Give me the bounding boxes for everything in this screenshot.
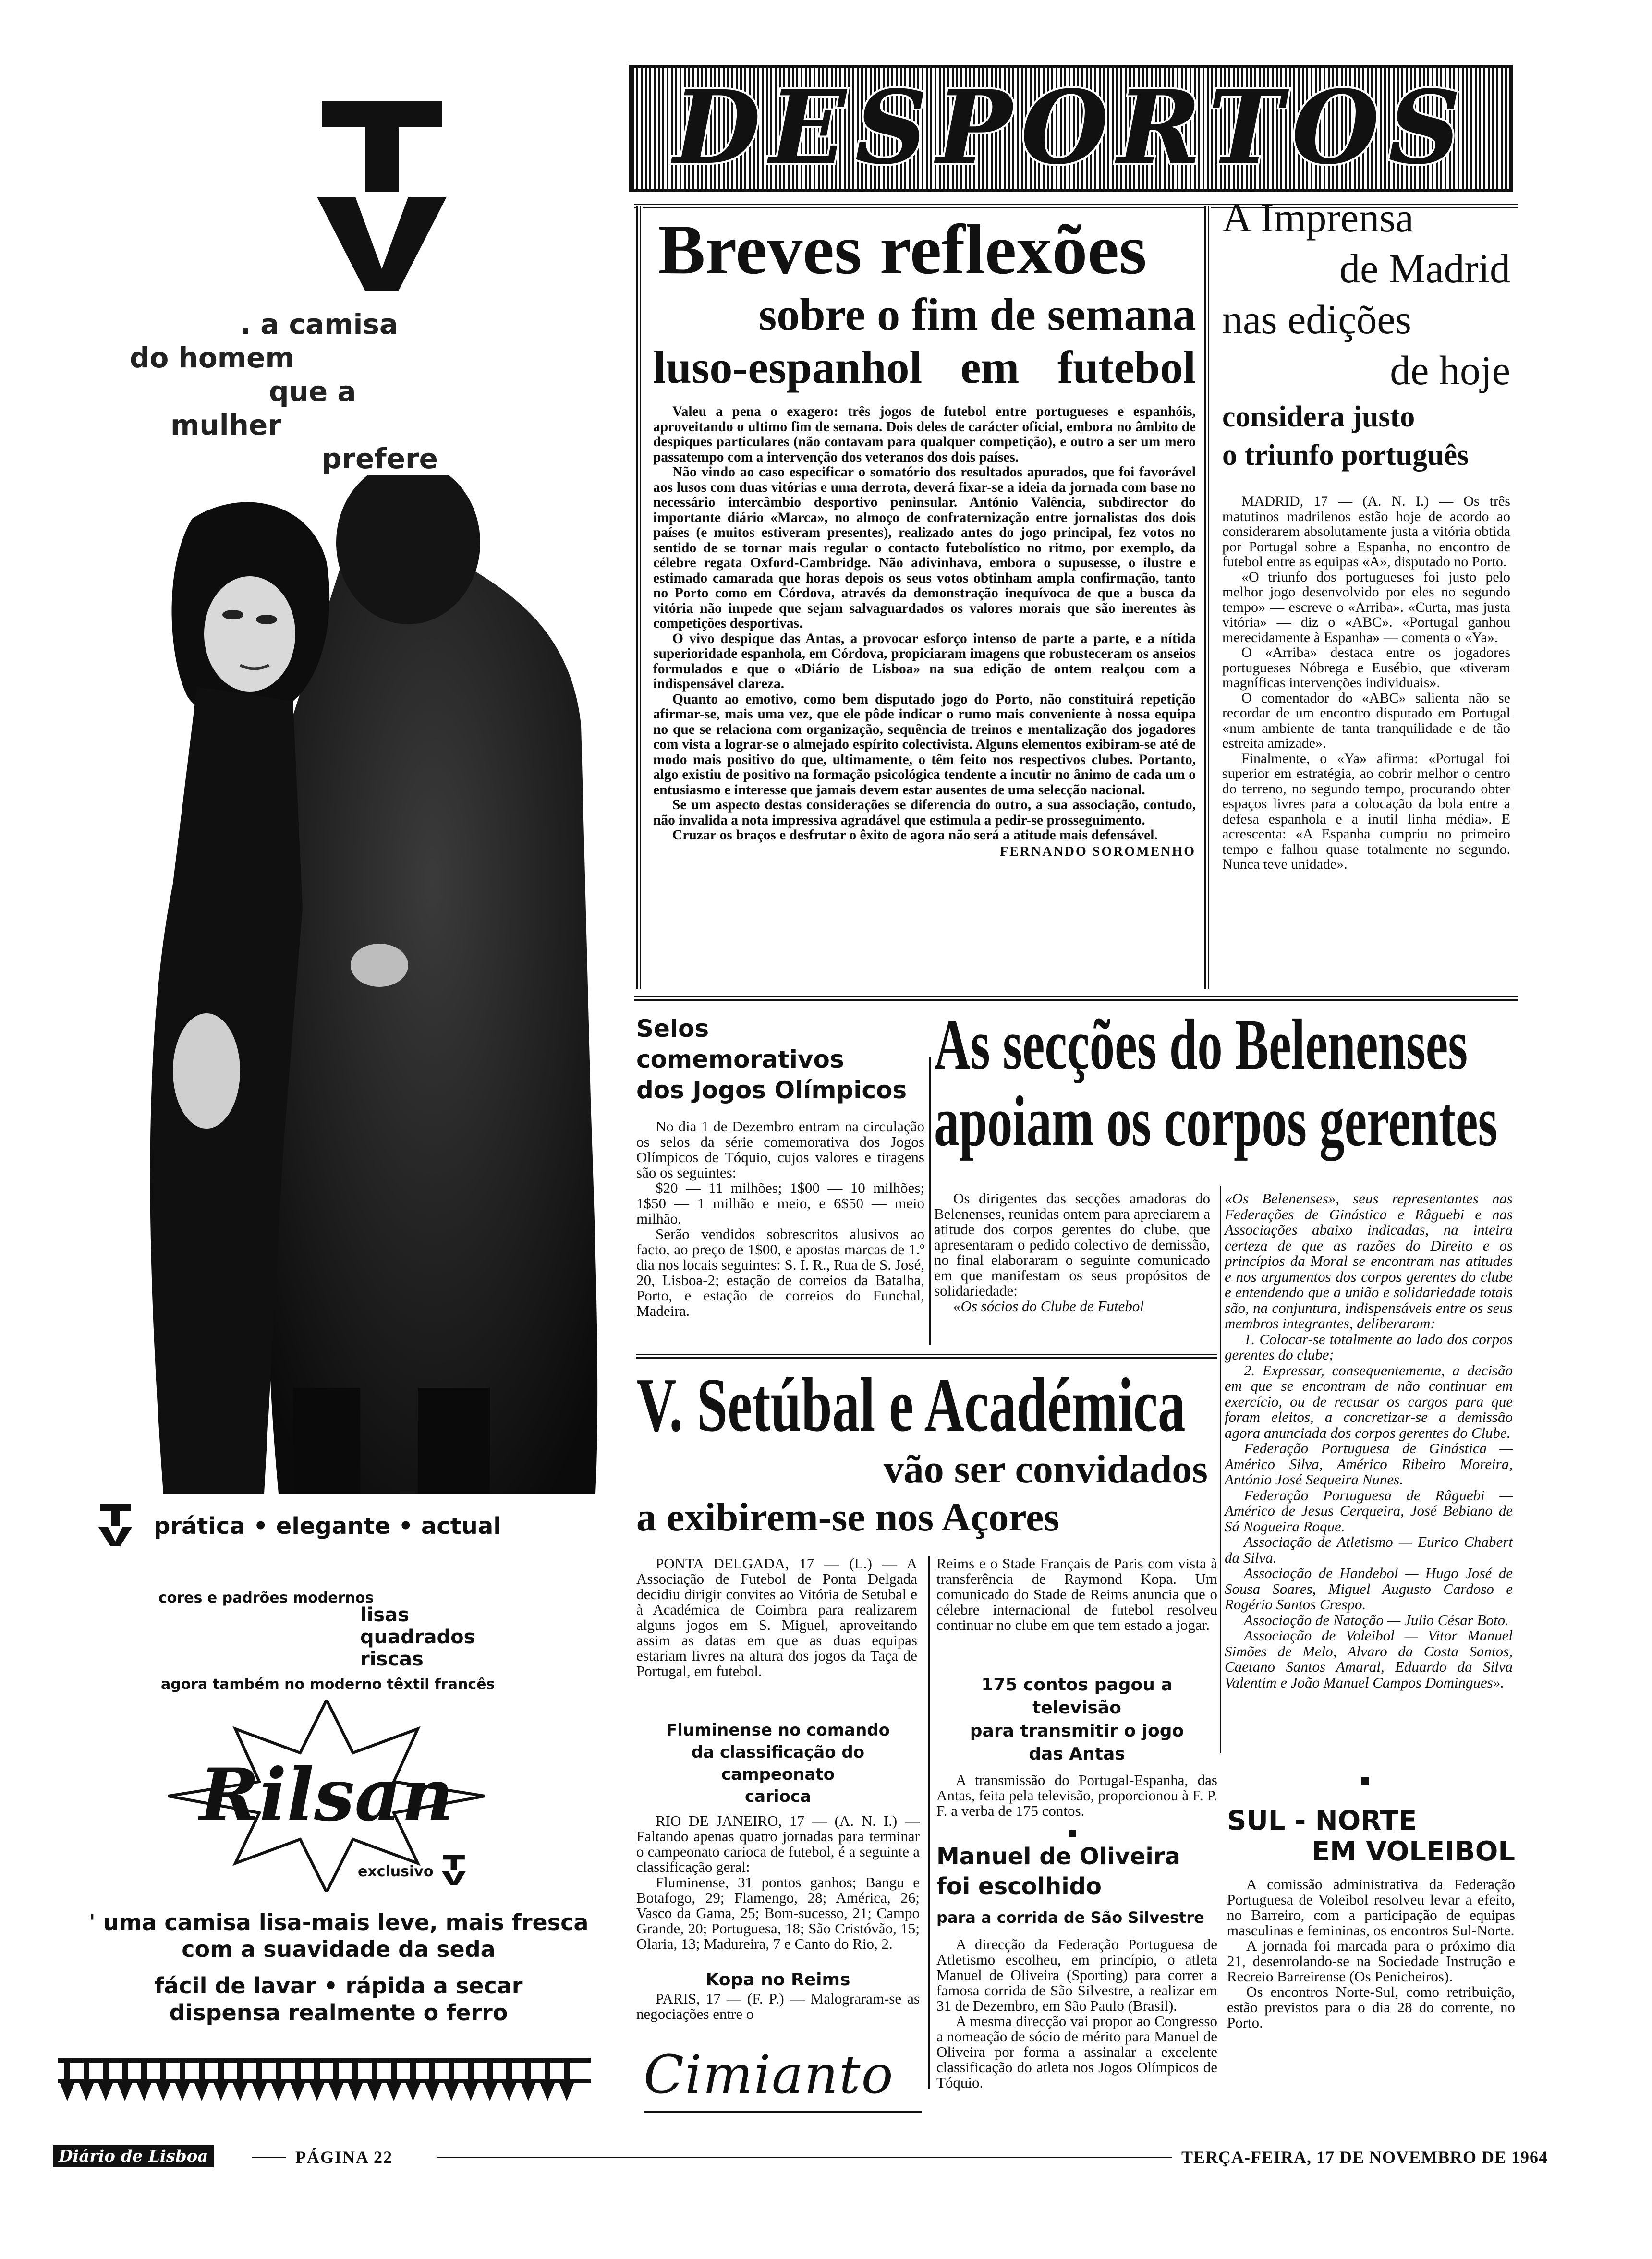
article5-subtitle-2: a exibirem-se nos Açores bbox=[636, 1495, 1060, 1540]
article10-paragraph: A jornada foi marcada para o próximo dia 21, desenrolando-se na Sociedade Instrução e Recreio Barreirense (Os Penicheiros). bbox=[1227, 1937, 1515, 1985]
footer-page: PÁGINA 22 bbox=[295, 2148, 393, 2167]
ad-patterns bbox=[360, 1604, 475, 1670]
tagline-line-1: . a camisa bbox=[240, 308, 399, 340]
article10-title-1: SUL - NORTE bbox=[1227, 1805, 1417, 1836]
article1-right-border bbox=[1204, 206, 1211, 989]
article10-paragraph: Os encontros Norte-Sul, como retribuição, estão previstos para o dia 28 do corrente, no Porto. bbox=[1227, 1983, 1515, 2031]
article4-paragraph: Associação de Natação — Julio César Boto. bbox=[1244, 1611, 1509, 1628]
article4-paragraph: 2. Expressar, consequentemente, a decisão em que se encontram de não continuar em exercício, ou de recusar os cargos para que foram eleitos, a concretizar-se a demissão agora anunciada dos corpos gerentes do Clube. bbox=[1225, 1361, 1513, 1441]
article2-title-line: nas edições bbox=[1222, 296, 1412, 342]
tv-logo bbox=[317, 96, 447, 293]
pattern-quadrados: quadrados bbox=[360, 1626, 475, 1648]
article4-paragraph: 1. Colocar-se totalmente ao lado dos corpos gerentes do clube; bbox=[1225, 1330, 1513, 1363]
section-banner bbox=[629, 65, 1513, 192]
article6-title-line: da classificação do campeonato bbox=[691, 1743, 865, 1784]
column-divider bbox=[928, 1556, 930, 2089]
article9-title-line: foi escolhido bbox=[936, 1873, 1102, 1900]
ad-tagline bbox=[110, 307, 437, 475]
article2-title-line: de Madrid bbox=[1339, 245, 1510, 291]
article4-title-2: apoiam os corpos gerentes bbox=[934, 1081, 1498, 1161]
article3-title-line: Selos comemorativos bbox=[636, 1015, 844, 1073]
tagline-line-3: que a bbox=[269, 375, 356, 408]
article-sul-norte-voleibol bbox=[1227, 1806, 1515, 2113]
article5-col1 bbox=[636, 1556, 917, 1679]
article5-subtitle-1: vão ser convidados bbox=[883, 1447, 1208, 1492]
article3-paragraph: No dia 1 de Dezembro entram na circulação os selos da série comemorativa dos Jogos Olímpicos de Tóquio, cujos valores e tiragens são os seguintes: bbox=[636, 1118, 924, 1181]
column-divider bbox=[929, 1057, 931, 1345]
footer bbox=[53, 2144, 1548, 2173]
article1-paragraph: Quanto ao emotivo, como bem disputado jogo do Porto, não constituirá repetição afirmar-se, mais uma vez, que ele pôde indicar o rumo mais conveniente à nossa equipa no que se relaciona com organização, sequência de treinos e mentalização dos jogadores com vista a lograr-se o almejado espírito colectivista. Alguns elementos exibiram-se até de modo mais positivo do que, ultimamente, o têm feito nos respectivos clubes. Portanto, algo existiu de positivo na formação psicológica tendente a incutir no ânimo de cada um o entusiasmo e interesse que jamais devem estar ausentes de uma selecção nacional. bbox=[653, 691, 1196, 798]
article2-title-line: de hoje bbox=[1390, 347, 1510, 393]
shirt-advertisement bbox=[0, 0, 620, 2142]
article2-paragraph: «O triunfo dos portugueses foi justo pelo melhor jogo desenvolvido por eles no segundo tempo» — escreve o «Arriba». «Curta, mas justa vitória» — diz o «ABC». «Portugal ganhou merecidamente à Espanha» — comenta o «Ya». bbox=[1222, 569, 1510, 645]
separator-square bbox=[1069, 1830, 1076, 1837]
article4-paragraph: Federação Portuguesa de Râguebi — Américo de Jesus Cerqueira, José Bebiano de Sá Nogueira Roque. bbox=[1225, 1486, 1513, 1535]
article2-paragraph: O «Arriba» destaca entre os jogadores portugueses Nóbrega e Eusébio, que «tiveram magníficas intervenções individuais». bbox=[1222, 644, 1510, 691]
ad-exclusive: exclusivo bbox=[358, 1863, 434, 1880]
tv-small-icon bbox=[98, 1503, 132, 1546]
article9-paragraph: A direcção da Federação Portuguesa de Atletismo escolheu, em princípio, o atleta Manuel de Oliveira (Sporting) para correr a famosa corrida de São Silvestre, a realizar em 31 de Dezembro, em São Paulo (Brasil). bbox=[936, 1936, 1217, 2014]
article1-title: Breves reflexões bbox=[658, 210, 1147, 289]
article4-paragraph: Federação Portuguesa de Ginástica — Américo Silva, Américo Ribeiro Moreira, António José Sequeira Nunes. bbox=[1225, 1440, 1513, 1488]
ad-textile-note: agora também no moderno têxtil francês bbox=[161, 1676, 495, 1693]
footer-date: TERÇA-FEIRA, 17 DE NOVEMBRO DE 1964 bbox=[1181, 2148, 1548, 2167]
article4-paragraph: Associação de Atletismo — Eurico Chabert da Silva. bbox=[1225, 1533, 1513, 1566]
tv-exclusive-icon bbox=[442, 1854, 466, 1885]
article6-title bbox=[636, 1719, 920, 1808]
claim-2: com a suavidade da seda bbox=[182, 1936, 496, 1962]
footer-dash bbox=[252, 2157, 286, 2158]
claim-4: dispensa realmente o ferro bbox=[169, 2000, 508, 2026]
article3-body bbox=[636, 1119, 924, 1319]
ad-colors-intro: cores e padrões modernos bbox=[158, 1590, 374, 1606]
article3-title-line: dos Jogos Olímpicos bbox=[636, 1076, 907, 1104]
article6-paragraph: Fluminense, 31 pontos ganhos; Bangu e Botafogo, 29; Flamengo, 28; América, 26; Vasco da Gama, 25; Bom-sucesso, 21; Campo Grande, 20; Portuguesa, 18; São Cristóvão, 15; Olaria, 13; Madureira, 7 e Canto do Rio, 2. bbox=[636, 1874, 920, 1952]
article7-title: Kopa no Reims bbox=[705, 1970, 850, 1990]
cimianto-advertisement bbox=[644, 2043, 922, 2113]
article1-paragraph: Não vindo ao caso especificar o somatório dos resultados apurados, que foi favorável aos lusos com duas vitórias e uma derrota, deverá fixar-se a ideia da jornada com base no necessário intercâmbio desportivo peninsular. António Valência, subdirector do importante diário «Marca», no almoço de confraternização entre jornalistas dos dois países (e muitos estiveram presentes), realizado antes do jogo principal, fez votos no sentido de se tornar mais regular o contacto futebolístico no ritmo, por exemplo, da célebre regata Oxford-Cambridge. Não adivinhava, embora o supusesse, o ilustre e estimado camarada que horas depois os seus votos obtinham ampla confirmação, tanto no Porto como em Córdova, através da demonstração inequívoca de que a busca da vitória não impede que sejam salvaguardados os valores morais que são inerentes às competições desportivas. bbox=[653, 464, 1196, 631]
tagline-line-2: do homem bbox=[130, 341, 294, 374]
article5-paragraph: Reims e o Stade Français de Paris com vista à transferência de Raymond Kopa. Um comunicado do Stade de Reims anuncia que o célebre internacional de futebol resolveu continuar no clube em que tem estado a jogar. bbox=[936, 1555, 1217, 1633]
article6-paragraph: RIO DE JANEIRO, 17 — (A. N. I.) — Faltando apenas quatro jornadas para terminar o campeonato carioca de futebol, é a seguinte a classificação geral: bbox=[636, 1812, 920, 1875]
ad-claims bbox=[86, 1909, 591, 2026]
tv-border-row bbox=[58, 2055, 591, 2103]
article-breves-reflexoes bbox=[653, 211, 1196, 989]
article3-paragraph: $20 — 11 milhões; 1$00 — 10 milhões; 1$50 — 1 milhão e meio, e 6$50 — meio milhão. bbox=[636, 1179, 924, 1227]
article4-paragraph: «Os sócios do Clube de Futebol bbox=[953, 1298, 1144, 1314]
article9-body bbox=[936, 1937, 1217, 2090]
article2-paragraph: Finalmente, o «Ya» afirma: «Portugal foi superior em estratégia, ao cobrir melhor o centro do terreno, no segundo tempo, procurando obter espaços livres para a colocação da bola entre a defesa espanhola e a inutil linha média». E acrescenta: «A Espanha cumpriu no primeiro tempo e falhou quase totalmente no segundo. Nunca teve unidade». bbox=[1222, 750, 1510, 872]
article9-subtitle: para a corrida de São Silvestre bbox=[936, 1908, 1204, 1927]
article2-body bbox=[1222, 494, 1510, 872]
article5-paragraph: PONTA DELGADA, 17 — (L.) — A Associação de Futebol de Ponta Delgada decidiu dirigir convites ao Vitória de Setubal e à Académica de Coimbra para realizarem alguns jogos em S. Miguel, aproveitando assim as datas em que as duas equipas estariam livres na altura dos jogos da Taça de Portugal, em futebol. bbox=[636, 1555, 917, 1679]
claim-1: ' uma camisa lisa-mais leve, mais fresca bbox=[88, 1909, 589, 1935]
article6-title-line: carioca bbox=[745, 1787, 811, 1806]
article4-title-1: As secções do Belenenses bbox=[934, 1005, 1468, 1084]
section-title: DESPORTOS bbox=[673, 68, 1470, 187]
article6-title-line: Fluminense no comando bbox=[666, 1721, 890, 1740]
article7-text: PARIS, 17 — (F. P.) — Malograram-se as negociações entre o bbox=[636, 1990, 920, 2022]
article3-title bbox=[636, 1013, 924, 1105]
article2-paragraph: O comentador do «ABC» salienta não se recordar de um encontro disputado em Portugal «num ambiente de tanta tranquilidade e de tão estreita amizade». bbox=[1222, 690, 1510, 751]
article9-title bbox=[936, 1842, 1217, 1901]
article9-paragraph: A mesma direcção vai propor ao Congresso a nomeação de sócio de mérito para Manuel de Oliveira por forma a assinalar a excelente classificação do atleta nos Jogos Olímpicos de Tóquio. bbox=[936, 2013, 1217, 2091]
article2-title bbox=[1222, 192, 1510, 396]
article10-paragraph: A comissão administrativa da Federação Portuguesa de Voleibol resolveu levar a efeito, no Barreiro, com a participação de equipas masculinas e femininas, os encontros Sul-Norte. bbox=[1227, 1876, 1515, 1939]
article1-author: FERNANDO SOROMENHO bbox=[1000, 844, 1196, 859]
footer-masthead: Diário de Lisboa bbox=[53, 2145, 214, 2167]
tagline-line-4: mulher bbox=[170, 409, 281, 441]
article4-paragraph: Os dirigentes das secções amadoras do Belenenses, reunidas ontem para apreciarem a atitude dos corpos gerentes do clube, que apresentaram o pedido colectivo de demissão, no final elaboraram o seguinte comunicado em que manifestam os seus propósitos de solidariedade: bbox=[934, 1190, 1210, 1299]
article1-subtitle-2: luso-espanhol em futebol bbox=[653, 341, 1196, 393]
article4-col2 bbox=[1225, 1191, 1513, 1690]
article-kopa-reims bbox=[636, 1969, 920, 2027]
article1-bottom-border bbox=[634, 994, 1518, 1001]
article1-paragraph: O vivo despique das Antas, a provocar esforço intenso de parte a parte, e a nítida superioridade espanhola, em Córdova, propiciaram imagens que robusteceram os anseios formulados e que o «Diário de Lisboa» na sua edição de ontem realçou com a indispensável clareza. bbox=[653, 631, 1196, 692]
article9-title-line: Manuel de Oliveira bbox=[936, 1843, 1180, 1870]
article1-paragraph: Se um aspecto destas considerações se diferencia do outro, a sua associação, contudo, não invalida a nota impressiva agradável que estimula a pedir-se prosseguimento. bbox=[653, 797, 1196, 828]
footer-rule bbox=[437, 2157, 1172, 2158]
article-fluminense bbox=[636, 1719, 920, 1959]
article4-col1 bbox=[934, 1191, 1210, 1314]
article1-body bbox=[653, 404, 1196, 859]
article1-paragraph: Cruzar os braços e desfrutar o êxito de agora não será a atitude mais defensável. bbox=[672, 827, 1158, 843]
cimianto-logo-text: Cimianto bbox=[644, 2044, 894, 2105]
article2-subtitle-line: considera justo bbox=[1222, 401, 1415, 433]
article1-subtitle-1: sobre o fim de semana bbox=[758, 289, 1196, 340]
article-imprensa-madrid bbox=[1222, 192, 1510, 989]
couple-photo bbox=[120, 475, 605, 1494]
article1-left-border bbox=[636, 206, 643, 989]
article6-body bbox=[636, 1813, 920, 1952]
article4-paragraph: Associação de Voleibol — Vitor Manuel Simões de Melo, Alvaro da Costa Santos, Caetano Santos Amaral, Eduardo da Silva Valentim e João Manuel Campos Domingues». bbox=[1225, 1627, 1513, 1691]
article2-subtitle-line: o triunfo português bbox=[1222, 439, 1469, 472]
article8-title bbox=[936, 1674, 1217, 1766]
article8-title-line: 175 contos pagou a televisão bbox=[981, 1675, 1173, 1718]
article5-top-border bbox=[636, 1352, 1217, 1359]
separator-square bbox=[1361, 1777, 1369, 1785]
article4-paragraph: «Os Belenenses», seus representantes nas Federações de Ginástica e Râguebi e nas Associações abaixo indicadas, na inteira certeza de que as razões do Direito e os princípios da Moral se encontram nas atitudes e nos argumentos dos corpos gerentes do clube e entendendo que a união e solidariedade totais são, na conjuntura, indispensáveis entre os seus membros integrantes, deliberaram: bbox=[1225, 1190, 1513, 1332]
article10-body bbox=[1227, 1877, 1515, 2030]
article5-title: V. Setúbal e Académica bbox=[636, 1362, 1186, 1447]
rilsan-star-logo bbox=[168, 1700, 485, 1892]
article-selos-olimpicos bbox=[636, 1013, 924, 1349]
column-divider bbox=[1220, 1186, 1221, 1753]
article8-text: A transmissão do Portugal-Espanha, das Antas, feita pela televisão, proporcionou à F. P. F. a verba de 175 contos. bbox=[936, 1772, 1217, 1819]
article10-title-2: EM VOLEIBOL bbox=[1311, 1836, 1515, 1867]
pattern-lisas: lisas bbox=[360, 1604, 410, 1626]
rilsan-brand-text: Rilsan bbox=[199, 1753, 454, 1837]
article-manuel-oliveira bbox=[936, 1842, 1217, 2091]
article4-paragraph: Associação de Handebol — Hugo José de Sousa Soares, Miguel Augusto Cardoso e Rogério Santos Crespo. bbox=[1225, 1565, 1513, 1613]
article3-paragraph: Serão vendidos sobrescritos alusivos ao facto, ao preço de 1$00, e apostas marcas de 1.º dia nos locais seguintes: S. I. R., Rua de S. José, 20, Lisboa-2; estação de correios da Batalha, Porto, e estação de correios do Funchal, Madeira. bbox=[636, 1226, 924, 1319]
article2-title-line: A Imprensa bbox=[1222, 194, 1414, 241]
article1-paragraph: Valeu a pena o exagero: três jogos de futebol entre portugueses e espanhóis, aproveitando o ultimo fim de semana. Dois deles de carácter oficial, embora no âmbito de despiques particulares (não contavam para qualquer competição), e outro a ser um mero passatempo com a intervenção dos veteranos dos dois países. bbox=[653, 404, 1196, 465]
pattern-riscas: riscas bbox=[360, 1648, 424, 1670]
claim-3: fácil de lavar • rápida a secar bbox=[154, 1973, 523, 1999]
article8-title-line: para transmitir o jogo bbox=[970, 1721, 1184, 1741]
article2-paragraph: MADRID, 17 — (A. N. I.) — Os três matutinos madrilenos estão hoje de acordo ao considerarem absolutamente justa a vitória obtida por Portugal sobre a Espanha, no encontro de futebol entre as equipas «A», disputado no Porto. bbox=[1222, 493, 1510, 570]
article8-title-line: das Antas bbox=[1029, 1744, 1125, 1764]
article5-col2 bbox=[936, 1556, 1217, 1633]
article-televisao bbox=[936, 1674, 1217, 1818]
ad-slogan: prática • elegante • actual bbox=[154, 1513, 501, 1540]
article2-subtitle bbox=[1222, 398, 1510, 474]
tagline-line-5: prefere bbox=[322, 442, 438, 475]
